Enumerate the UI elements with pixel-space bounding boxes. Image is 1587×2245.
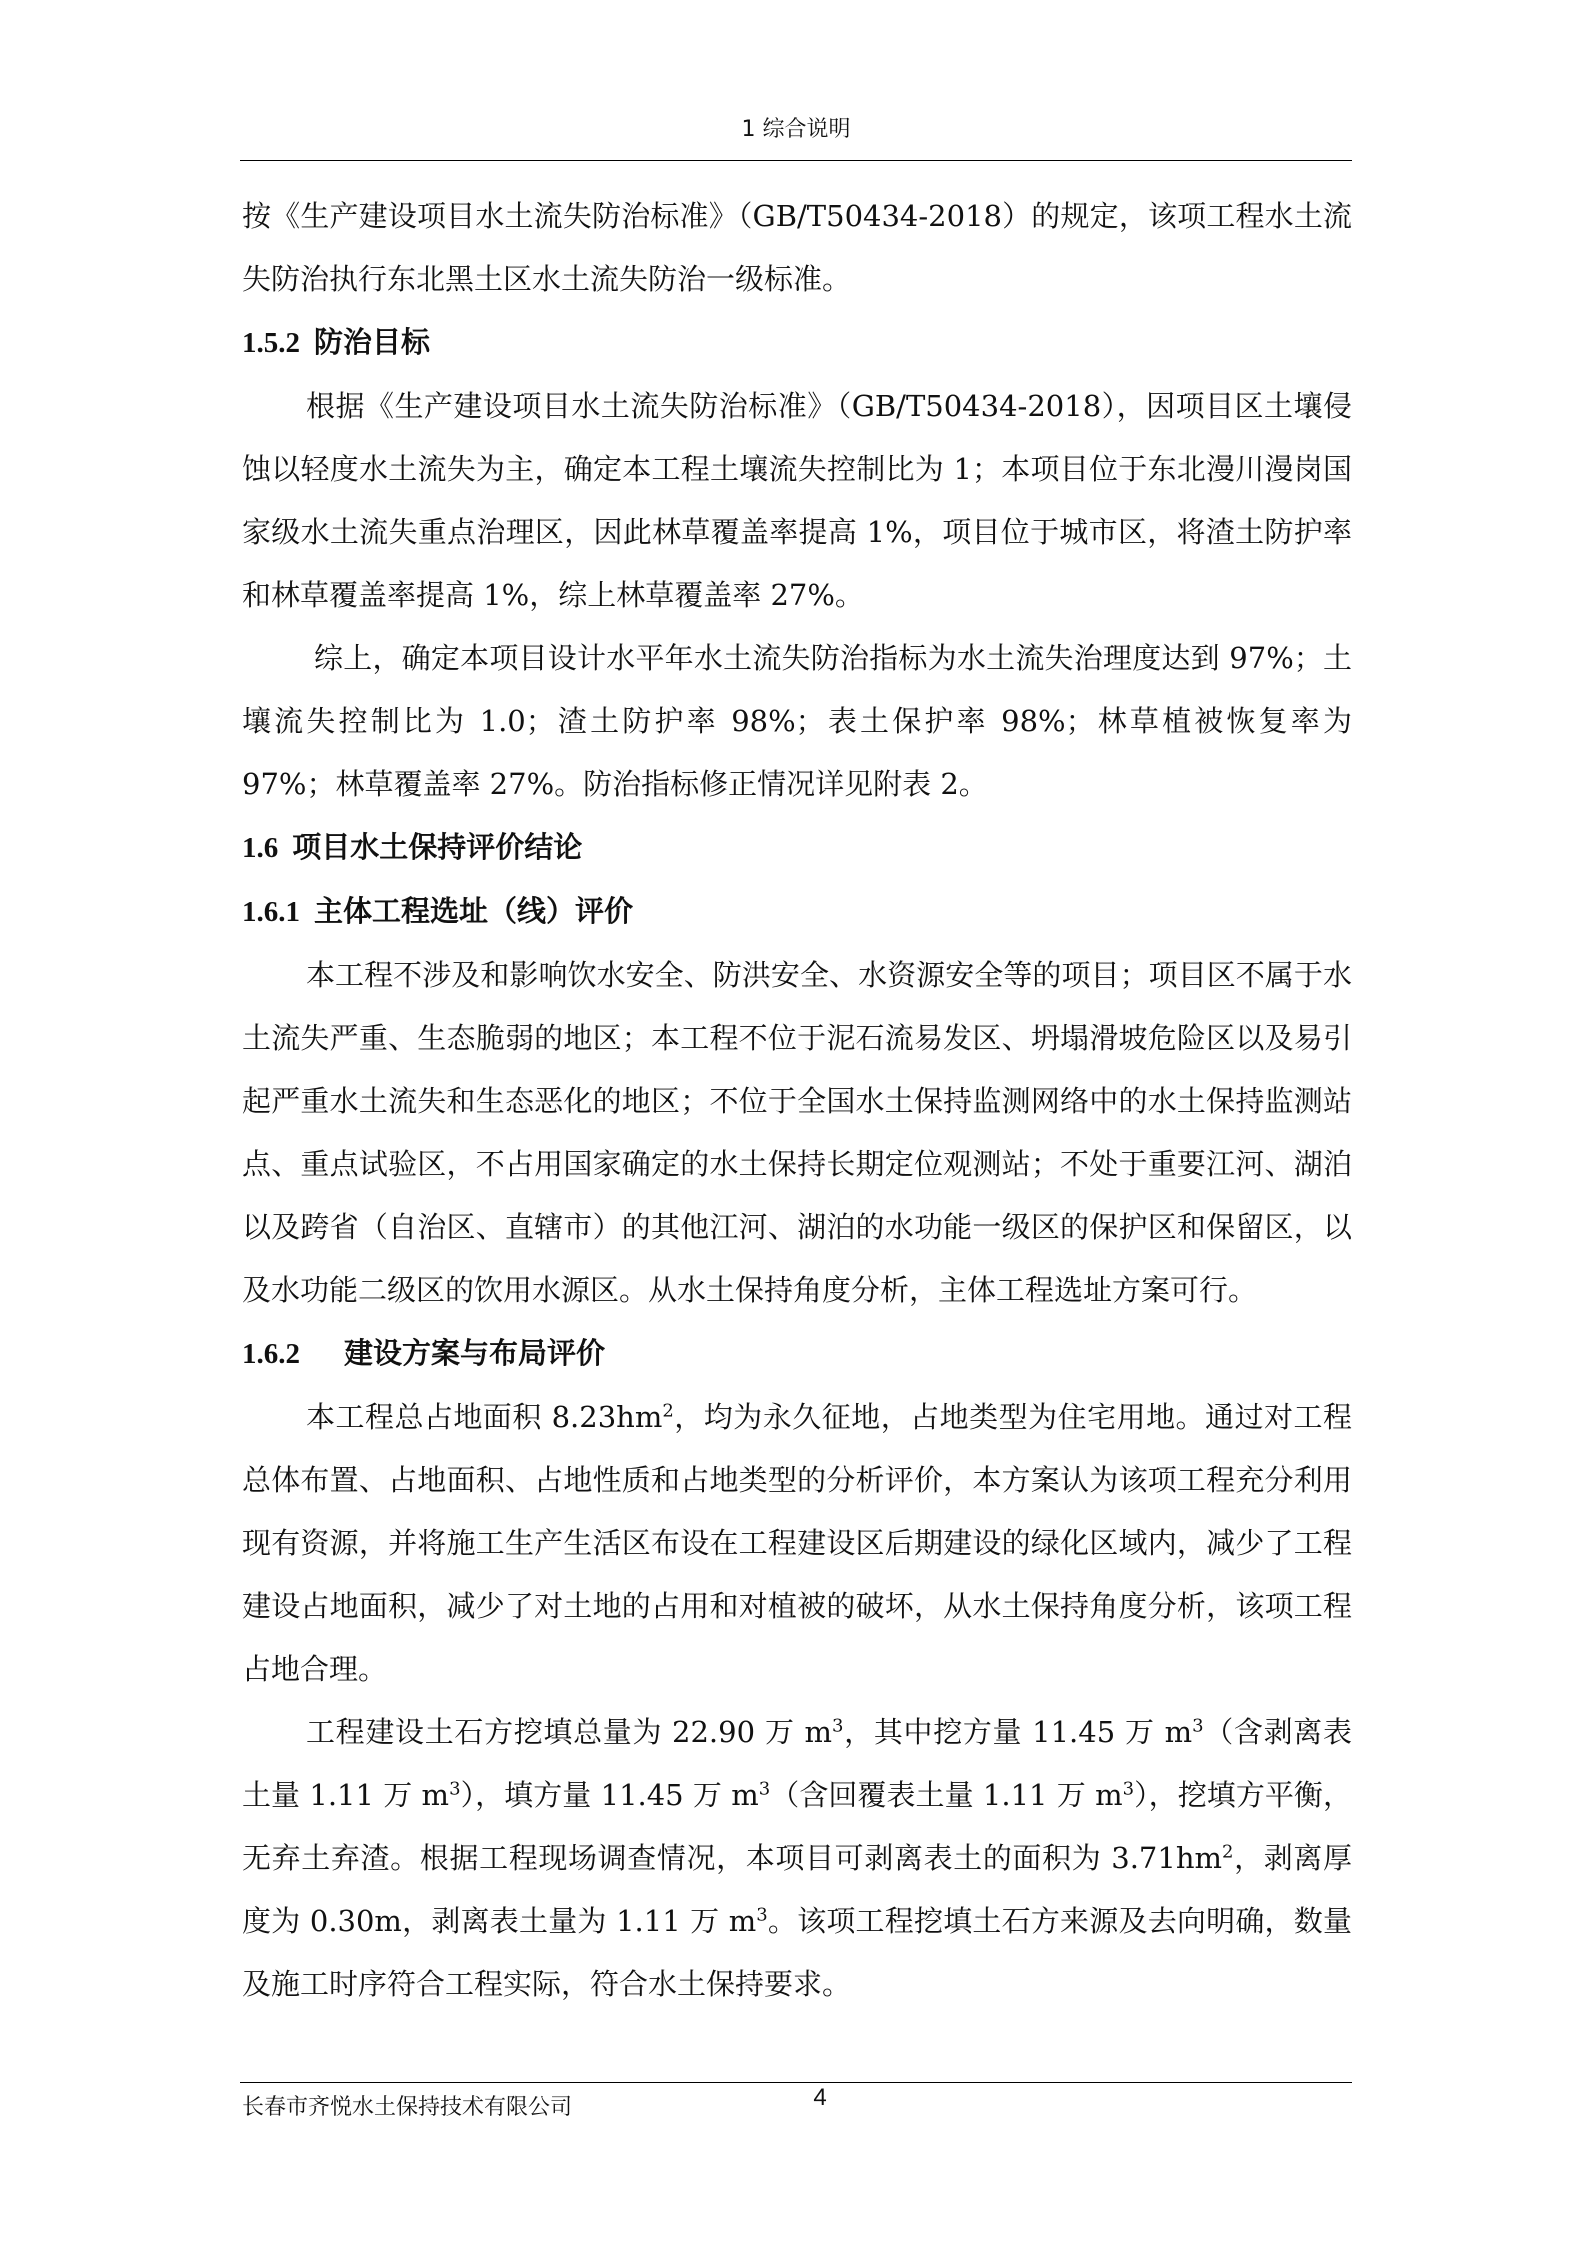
paragraph-site-evaluation: 本工程不涉及和影响饮水安全、防洪安全、水资源安全等的项目；项目区不属于水土流失严重、生态脆弱的地区；本工程不位于泥石流易发区、坍塌滑坡危险区以及易引起严重水土流失和生态恶化的地区；不位于全国水土保持监测网络中的水土保持监测站点、重点试验区，不占用国家确定的水土保持长期定位观测站；不处于重要江河、湖泊以及跨省（自治区、直辖市）的其他江河、湖泊的水功能一级区的保护区和保留区，以及水功能二级区的饮用水源区。从水土保持角度分析，主体工程选址方案可行。 bbox=[242, 958, 1352, 1307]
section-number: 1.6.2 bbox=[242, 1338, 300, 1370]
paragraph-indicators: 综上，确定本项目设计水平年水土流失防治指标为水土流失治理度达到 97%；土壤流失控制比为 1.0；渣土防护率 98%；表土保护率 98%；林草植被恢复率为 97%；林草覆盖率 27%。防治指标修正情况详见附表 2。 bbox=[242, 641, 1352, 801]
superscript: 3 bbox=[756, 1904, 768, 1926]
page-number: 4 bbox=[813, 2084, 827, 2111]
superscript: 3 bbox=[1122, 1778, 1135, 1800]
paragraph-land-use bbox=[242, 1386, 1352, 1701]
section-title: 防治目标 bbox=[314, 325, 431, 359]
superscript: 3 bbox=[449, 1778, 461, 1800]
section-heading-1-6-2 bbox=[242, 1322, 1352, 1386]
superscript: 2 bbox=[662, 1400, 674, 1422]
section-number: 1.6.1 bbox=[242, 896, 300, 928]
text-run: （含剥离表土量 1.11 万 m bbox=[242, 1715, 1352, 1812]
text-run: （含回覆表土量 1.11 万 m bbox=[770, 1778, 1123, 1812]
section-heading-1-6 bbox=[242, 816, 1352, 880]
section-number: 1.5.2 bbox=[242, 327, 300, 359]
page-header: 1 综合说明 bbox=[741, 117, 851, 142]
document-body bbox=[242, 185, 1352, 2016]
superscript: 3 bbox=[1192, 1715, 1204, 1737]
section-title: 主体工程选址（线）评价 bbox=[314, 894, 634, 928]
text-run: ），填方量 11.45 万 m bbox=[460, 1778, 759, 1812]
text-run: ，剥离厚度为 0.30m，剥离表土量为 1.11 万 m bbox=[242, 1841, 1352, 1938]
superscript: 3 bbox=[758, 1778, 771, 1800]
section-number: 1.6 bbox=[242, 832, 279, 864]
text-run: 。该项工程挖填土石方来源及去向明确，数量及施工时序符合工程实际，符合水土保持要求。 bbox=[242, 1904, 1352, 2001]
section-title: 项目水土保持评价结论 bbox=[292, 830, 583, 864]
text-run: 工程建设土石方挖填总量为 22.90 万 m bbox=[306, 1715, 833, 1749]
section-title: 建设方案与布局评价 bbox=[344, 1336, 606, 1370]
paragraph-targets: 根据《生产建设项目水土流失防治标准》（GB/T50434-2018），因项目区土壤侵蚀以轻度水土流失为主，确定本工程土壤流失控制比为 1；本项目位于东北漫川漫岗国家级水土流失重点治理区，因此林草覆盖率提高 1%，项目位于城市区，将渣土防护率和林草覆盖率提高 1%，综上林草覆盖率 27%。 bbox=[242, 389, 1352, 612]
header-divider bbox=[240, 160, 1352, 161]
footer-divider bbox=[240, 2082, 1352, 2083]
section-heading-1-6-1 bbox=[242, 880, 1352, 944]
paragraph-earthwork bbox=[242, 1701, 1352, 2016]
text-run: ，其中挖方量 11.45 万 m bbox=[843, 1715, 1193, 1749]
footer-company: 长春市齐悦水土保持技术有限公司 bbox=[242, 2095, 573, 2120]
superscript: 3 bbox=[832, 1715, 844, 1737]
superscript: 2 bbox=[1222, 1841, 1234, 1863]
paragraph-standard: 按《生产建设项目水土流失防治标准》（GB/T50434-2018）的规定，该项工程水土流失防治执行东北黑土区水土流失防治一级标准。 bbox=[242, 199, 1352, 296]
text-run: ），挖填方平衡，无弃土弃渣。根据工程现场调查情况，本项目可剥离表土的面积为 3.71hm bbox=[242, 1778, 1352, 1875]
text-run: 本工程总占地面积 8.23hm bbox=[306, 1400, 663, 1434]
text-run: ，均为永久征地，占地类型为住宅用地。通过对工程总体布置、占地面积、占地性质和占地类型的分析评价，本方案认为该项工程充分利用现有资源，并将施工生产生活区布设在工程建设区后期建设的绿化区域内，减少了工程建设占地面积，减少了对土地的占用和对植被的破坏，从水土保持角度分析，该项工程占地合理。 bbox=[242, 1400, 1352, 1686]
section-heading-1-5-2 bbox=[242, 311, 1352, 375]
